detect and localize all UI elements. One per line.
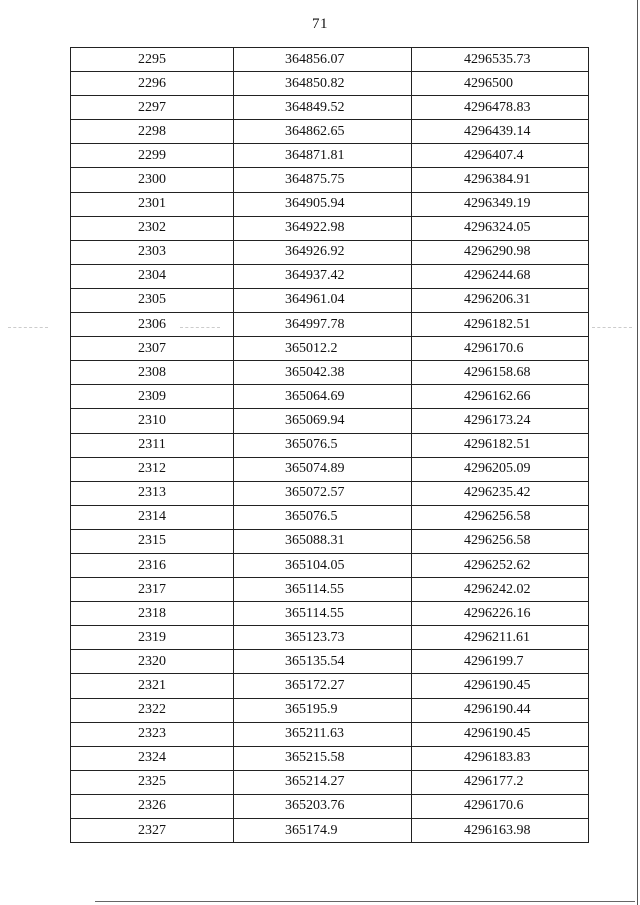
- x-coordinate-cell: 365069.94: [234, 409, 412, 433]
- x-coordinate-cell: 364871.81: [234, 144, 412, 168]
- y-coordinate-cell: 4296290.98: [412, 240, 589, 264]
- table-row: [71, 120, 589, 144]
- table-row: [71, 96, 589, 120]
- y-coordinate-cell: 4296244.68: [412, 264, 589, 288]
- page-number: 71: [312, 16, 328, 32]
- x-coordinate-cell: 365012.2: [234, 337, 412, 361]
- coordinates-table-body: [71, 48, 589, 843]
- x-coordinate-cell: 365088.31: [234, 529, 412, 553]
- y-coordinate-cell: 4296211.61: [412, 626, 589, 650]
- x-coordinate-cell: 365214.27: [234, 770, 412, 794]
- table-row: [71, 578, 589, 602]
- y-coordinate-cell: 4296235.42: [412, 481, 589, 505]
- y-coordinate-cell: 4296182.51: [412, 433, 589, 457]
- point-number-cell: 2306: [71, 313, 234, 337]
- x-coordinate-cell: 364850.82: [234, 72, 412, 96]
- table-row: [71, 264, 589, 288]
- x-coordinate-cell: 365114.55: [234, 602, 412, 626]
- point-number-cell: 2307: [71, 337, 234, 361]
- x-coordinate-cell: 364961.04: [234, 288, 412, 312]
- table-row: [71, 602, 589, 626]
- x-coordinate-cell: 365072.57: [234, 481, 412, 505]
- y-coordinate-cell: 4296199.7: [412, 650, 589, 674]
- scan-artifact: [180, 327, 220, 329]
- y-coordinate-cell: 4296190.45: [412, 674, 589, 698]
- y-coordinate-cell: 4296177.2: [412, 770, 589, 794]
- table-row: [71, 722, 589, 746]
- y-coordinate-cell: 4296500: [412, 72, 589, 96]
- point-number-cell: 2324: [71, 746, 234, 770]
- y-coordinate-cell: 4296170.6: [412, 337, 589, 361]
- point-number-cell: 2310: [71, 409, 234, 433]
- table-row: [71, 144, 589, 168]
- x-coordinate-cell: 365203.76: [234, 794, 412, 818]
- y-coordinate-cell: 4296226.16: [412, 602, 589, 626]
- point-number-cell: 2300: [71, 168, 234, 192]
- table-row: [71, 385, 589, 409]
- table-row: [71, 433, 589, 457]
- scan-artifact: [592, 327, 632, 329]
- point-number-cell: 2311: [71, 433, 234, 457]
- point-number-cell: 2314: [71, 505, 234, 529]
- y-coordinate-cell: 4296173.24: [412, 409, 589, 433]
- table-row: [71, 746, 589, 770]
- point-number-cell: 2303: [71, 240, 234, 264]
- x-coordinate-cell: 365174.9: [234, 819, 412, 843]
- x-coordinate-cell: 365114.55: [234, 578, 412, 602]
- x-coordinate-cell: 364856.07: [234, 48, 412, 72]
- y-coordinate-cell: 4296170.6: [412, 794, 589, 818]
- table-row: [71, 770, 589, 794]
- y-coordinate-cell: 4296407.4: [412, 144, 589, 168]
- point-number-cell: 2298: [71, 120, 234, 144]
- x-coordinate-cell: 365076.5: [234, 505, 412, 529]
- point-number-cell: 2302: [71, 216, 234, 240]
- point-number-cell: 2323: [71, 722, 234, 746]
- point-number-cell: 2321: [71, 674, 234, 698]
- y-coordinate-cell: 4296190.45: [412, 722, 589, 746]
- y-coordinate-cell: 4296182.51: [412, 313, 589, 337]
- point-number-cell: 2326: [71, 794, 234, 818]
- y-coordinate-cell: 4296439.14: [412, 120, 589, 144]
- scan-edge-bottom: [95, 901, 635, 902]
- x-coordinate-cell: 365076.5: [234, 433, 412, 457]
- table-row: [71, 698, 589, 722]
- table-row: [71, 794, 589, 818]
- y-coordinate-cell: 4296256.58: [412, 505, 589, 529]
- x-coordinate-cell: 365123.73: [234, 626, 412, 650]
- y-coordinate-cell: 4296349.19: [412, 192, 589, 216]
- y-coordinate-cell: 4296242.02: [412, 578, 589, 602]
- point-number-cell: 2297: [71, 96, 234, 120]
- table-row: [71, 650, 589, 674]
- table-row: [71, 48, 589, 72]
- point-number-cell: 2327: [71, 819, 234, 843]
- point-number-cell: 2315: [71, 529, 234, 553]
- y-coordinate-cell: 4296252.62: [412, 553, 589, 577]
- point-number-cell: 2308: [71, 361, 234, 385]
- table-row: [71, 313, 589, 337]
- y-coordinate-cell: 4296190.44: [412, 698, 589, 722]
- x-coordinate-cell: 364905.94: [234, 192, 412, 216]
- point-number-cell: 2317: [71, 578, 234, 602]
- y-coordinate-cell: 4296535.73: [412, 48, 589, 72]
- x-coordinate-cell: 365215.58: [234, 746, 412, 770]
- x-coordinate-cell: 365042.38: [234, 361, 412, 385]
- table-row: [71, 168, 589, 192]
- table-row: [71, 337, 589, 361]
- table-row: [71, 674, 589, 698]
- point-number-cell: 2318: [71, 602, 234, 626]
- x-coordinate-cell: 364875.75: [234, 168, 412, 192]
- table-row: [71, 288, 589, 312]
- y-coordinate-cell: 4296183.83: [412, 746, 589, 770]
- point-number-cell: 2296: [71, 72, 234, 96]
- y-coordinate-cell: 4296384.91: [412, 168, 589, 192]
- x-coordinate-cell: 364922.98: [234, 216, 412, 240]
- table-row: [71, 240, 589, 264]
- x-coordinate-cell: 365172.27: [234, 674, 412, 698]
- y-coordinate-cell: 4296162.66: [412, 385, 589, 409]
- point-number-cell: 2313: [71, 481, 234, 505]
- y-coordinate-cell: 4296163.98: [412, 819, 589, 843]
- table-row: [71, 72, 589, 96]
- point-number-cell: 2312: [71, 457, 234, 481]
- point-number-cell: 2319: [71, 626, 234, 650]
- point-number-cell: 2322: [71, 698, 234, 722]
- table-row: [71, 409, 589, 433]
- table-row: [71, 216, 589, 240]
- x-coordinate-cell: 364997.78: [234, 313, 412, 337]
- point-number-cell: 2320: [71, 650, 234, 674]
- x-coordinate-cell: 365104.05: [234, 553, 412, 577]
- y-coordinate-cell: 4296158.68: [412, 361, 589, 385]
- x-coordinate-cell: 365074.89: [234, 457, 412, 481]
- point-number-cell: 2309: [71, 385, 234, 409]
- y-coordinate-cell: 4296206.31: [412, 288, 589, 312]
- point-number-cell: 2305: [71, 288, 234, 312]
- table-row: [71, 457, 589, 481]
- x-coordinate-cell: 365211.63: [234, 722, 412, 746]
- table-row: [71, 192, 589, 216]
- point-number-cell: 2301: [71, 192, 234, 216]
- y-coordinate-cell: 4296478.83: [412, 96, 589, 120]
- x-coordinate-cell: 364862.65: [234, 120, 412, 144]
- point-number-cell: 2316: [71, 553, 234, 577]
- x-coordinate-cell: 365135.54: [234, 650, 412, 674]
- x-coordinate-cell: 365064.69: [234, 385, 412, 409]
- y-coordinate-cell: 4296205.09: [412, 457, 589, 481]
- table-row: [71, 819, 589, 843]
- y-coordinate-cell: 4296324.05: [412, 216, 589, 240]
- table-row: [71, 529, 589, 553]
- coordinates-table: [70, 47, 589, 843]
- y-coordinate-cell: 4296256.58: [412, 529, 589, 553]
- table-row: [71, 553, 589, 577]
- table-row: [71, 361, 589, 385]
- point-number-cell: 2325: [71, 770, 234, 794]
- x-coordinate-cell: 365195.9: [234, 698, 412, 722]
- scan-artifact: [8, 327, 48, 329]
- table-row: [71, 505, 589, 529]
- point-number-cell: 2299: [71, 144, 234, 168]
- scan-edge-right: [637, 0, 638, 905]
- x-coordinate-cell: 364937.42: [234, 264, 412, 288]
- table-row: [71, 626, 589, 650]
- point-number-cell: 2295: [71, 48, 234, 72]
- x-coordinate-cell: 364926.92: [234, 240, 412, 264]
- x-coordinate-cell: 364849.52: [234, 96, 412, 120]
- table-row: [71, 481, 589, 505]
- point-number-cell: 2304: [71, 264, 234, 288]
